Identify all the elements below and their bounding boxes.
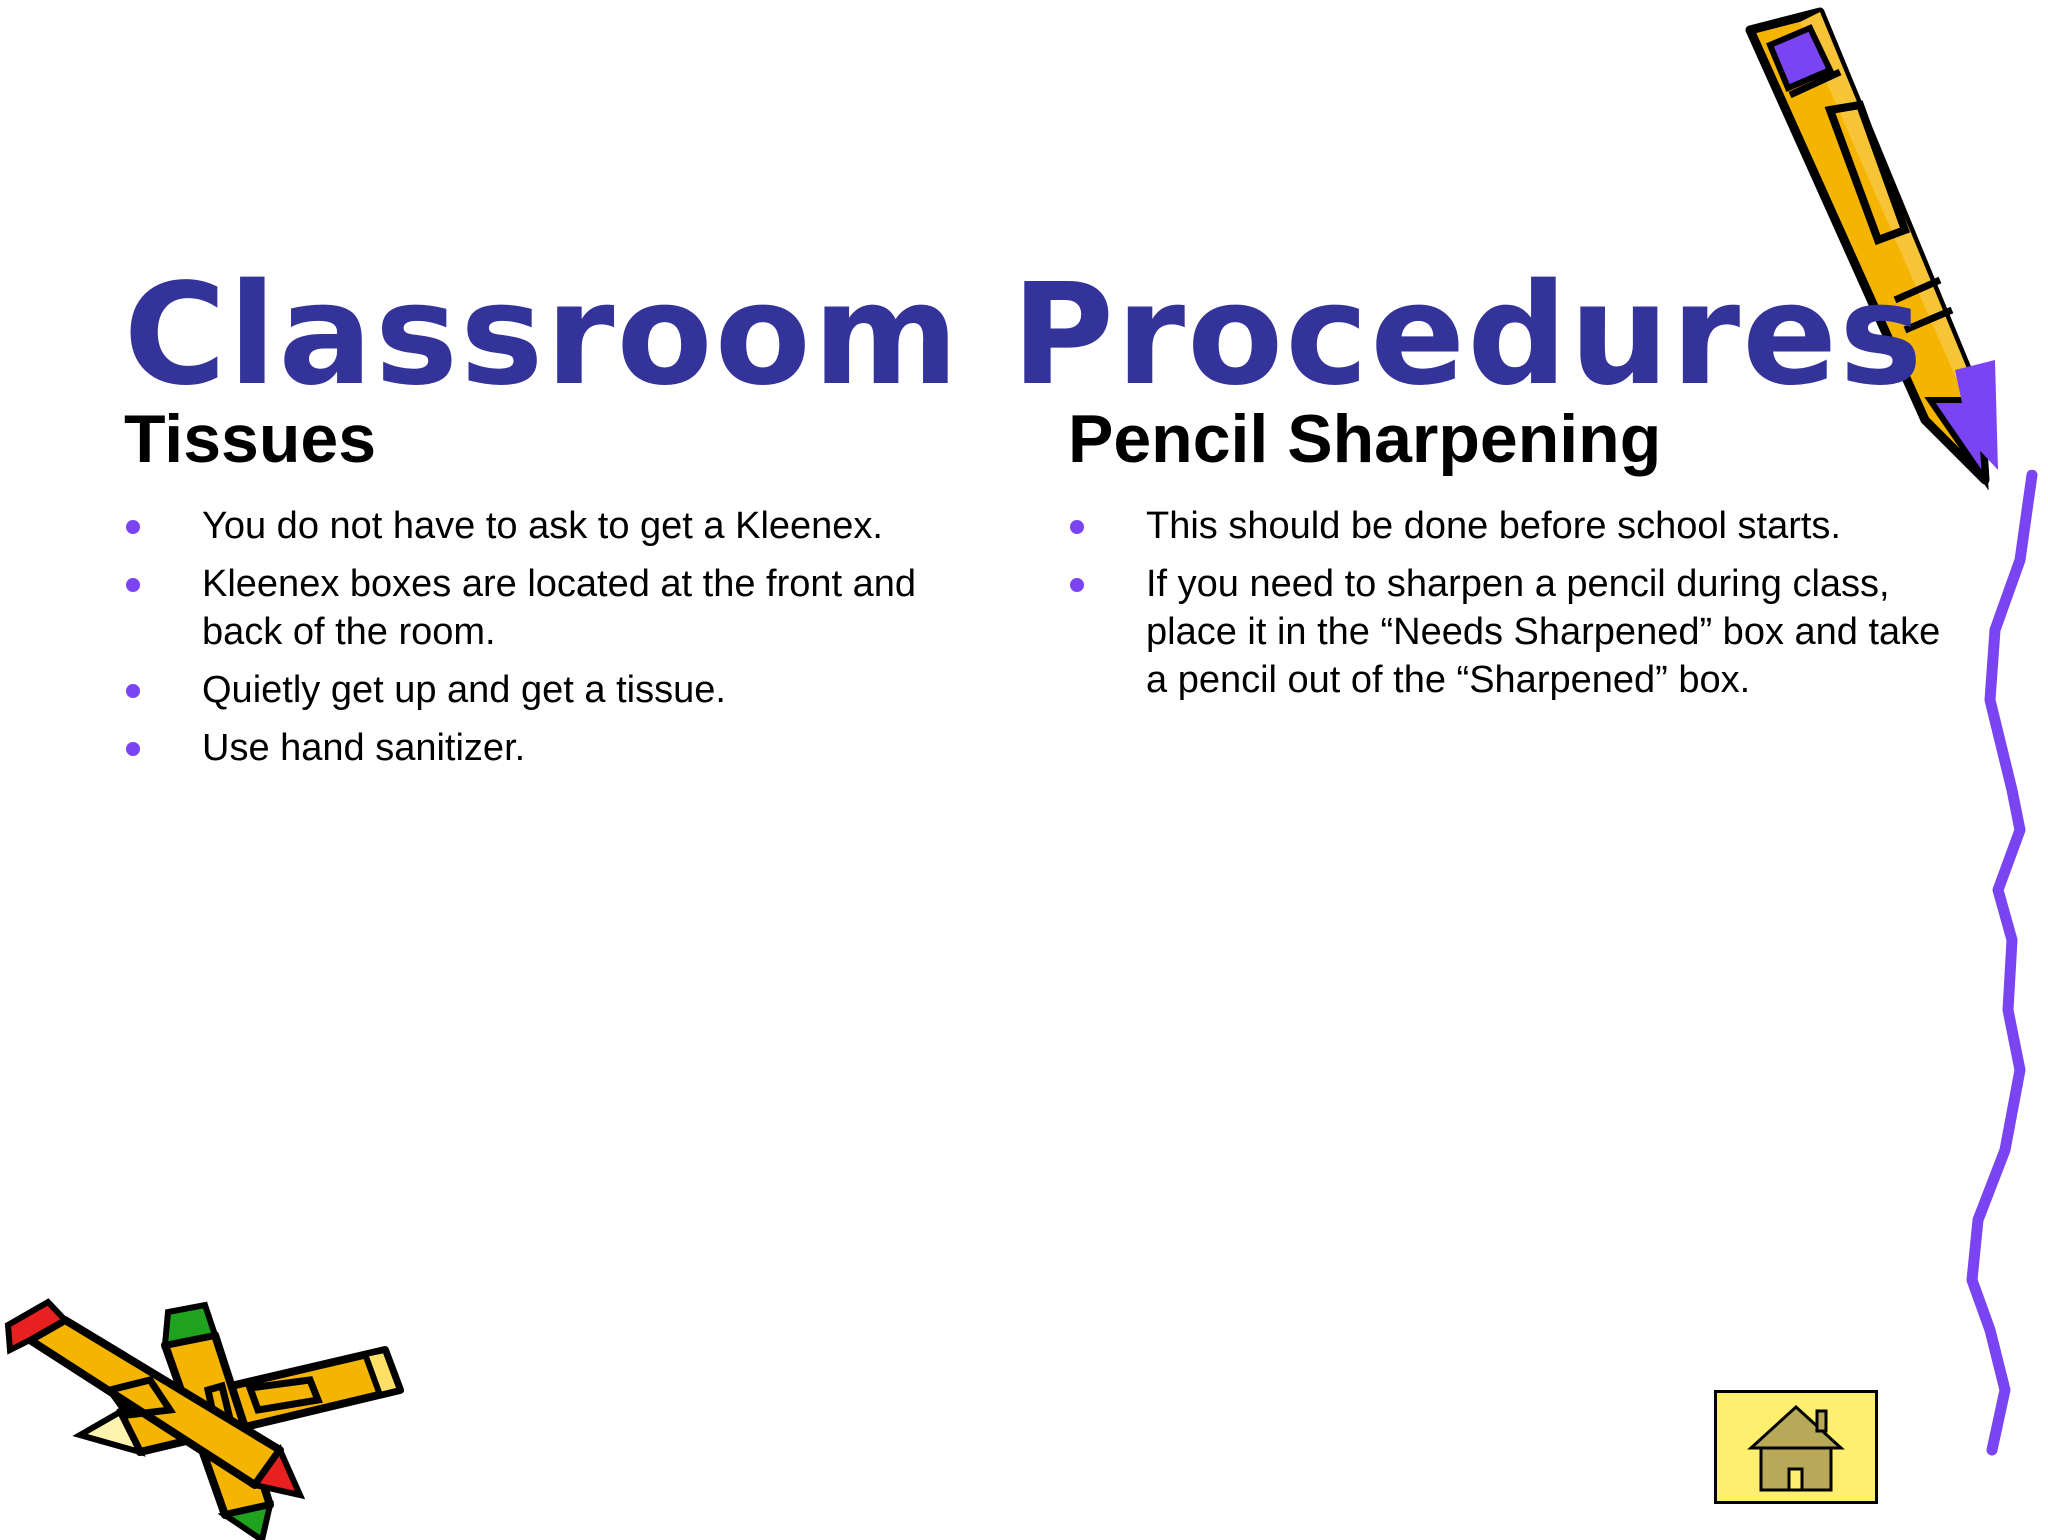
tissues-list: [124, 502, 984, 772]
bullet-icon: [126, 684, 140, 698]
home-icon: [1717, 1393, 1875, 1501]
list-item: Kleenex boxes are located at the front and back of the room.: [124, 560, 984, 656]
bullet-icon: [126, 520, 140, 534]
bullet-icon: [1070, 578, 1084, 592]
list-item: You do not have to ask to get a Kleenex.: [124, 502, 984, 550]
crossed-pencils-icon: [0, 1240, 420, 1540]
pencil-sharpening-section: [1068, 400, 1968, 714]
list-item: This should be done before school starts.: [1068, 502, 1968, 550]
page-title: Classroom Procedures: [123, 253, 1925, 417]
pencil-sharpening-heading: Pencil Sharpening: [1068, 401, 1662, 477]
pencil-sharpening-list: [1068, 502, 1968, 704]
list-item: Use hand sanitizer.: [124, 724, 984, 772]
bullet-icon: [126, 578, 140, 592]
list-item: Quietly get up and get a tissue.: [124, 666, 984, 714]
tissues-section: [124, 400, 984, 782]
tissues-heading: Tissues: [124, 401, 377, 477]
bullet-icon: [126, 742, 140, 756]
home-button[interactable]: [1714, 1390, 1878, 1504]
bullet-icon: [1070, 520, 1084, 534]
list-item: If you need to sharpen a pencil during class, place it in the “Needs Sharpened” box and take a pencil out of the “Sharpened” box.: [1068, 560, 1968, 704]
